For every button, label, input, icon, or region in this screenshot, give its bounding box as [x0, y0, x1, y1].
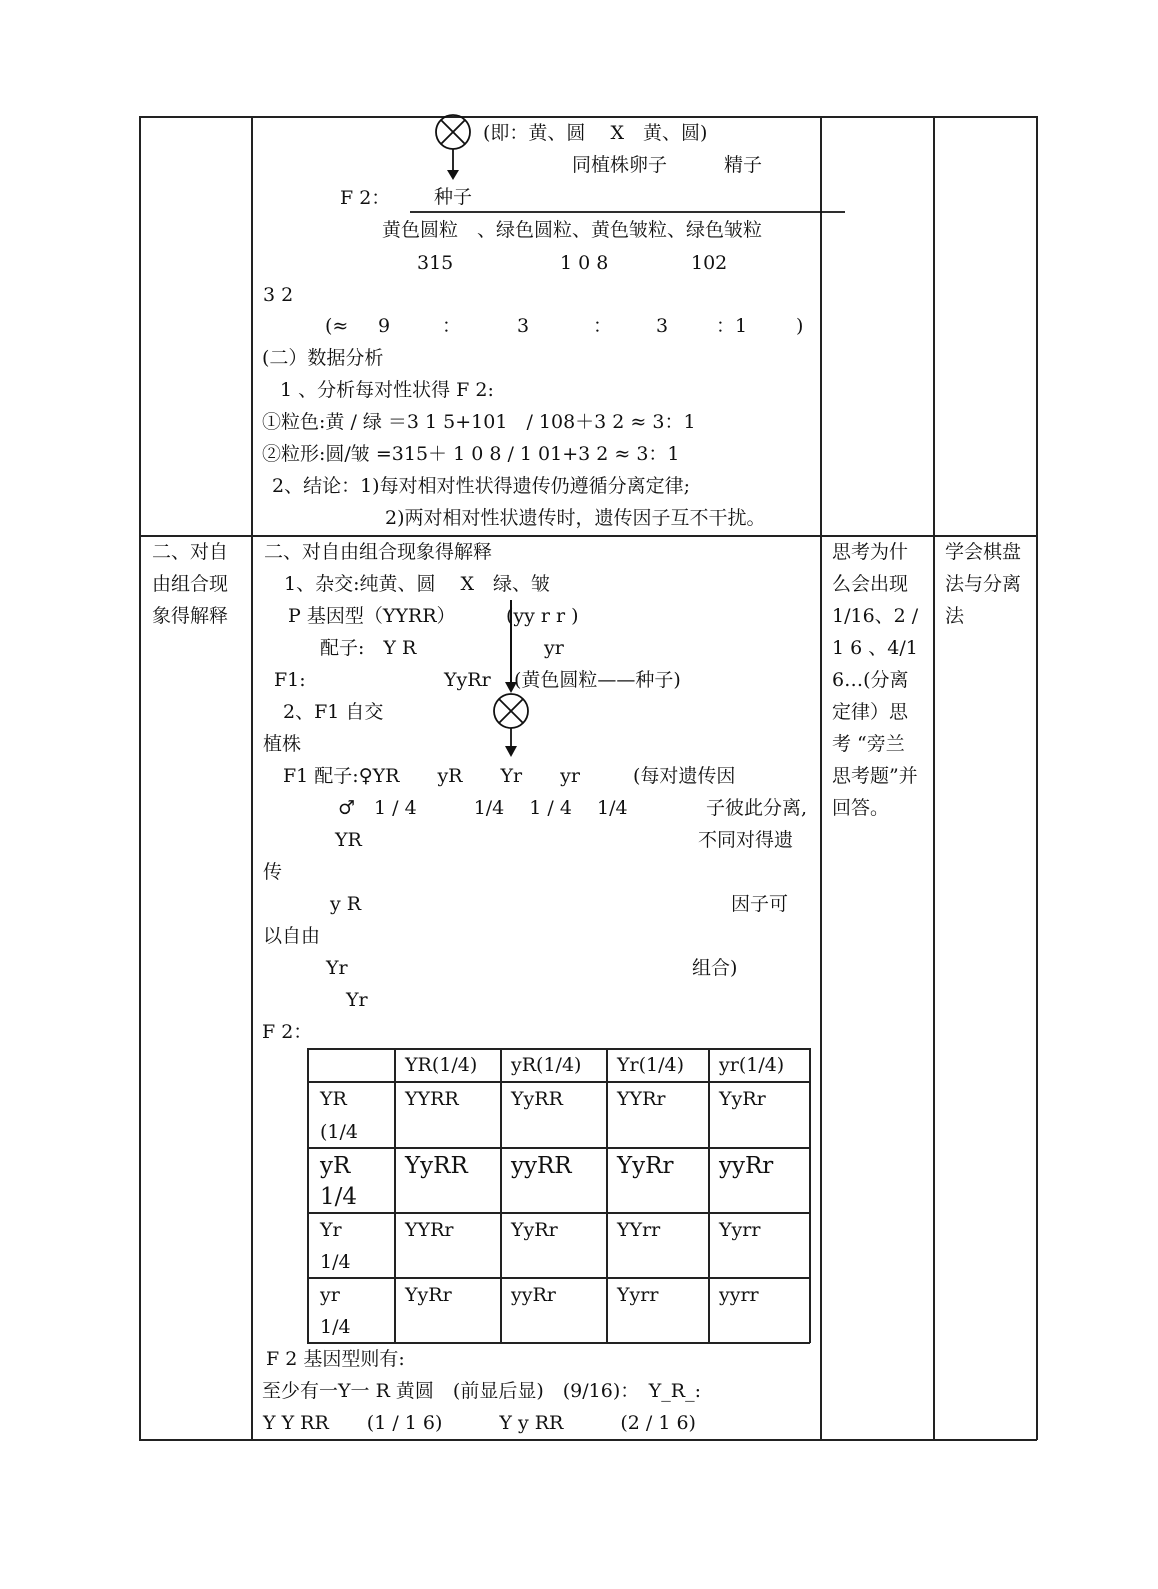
punnett-cell: YyRr	[405, 1284, 452, 1306]
analysis-shape: ②粒形:圆/皱 =315＋ 1 0 8 / 1 01+3 2 ≈ 3：1	[262, 443, 680, 465]
note-line-5: 组合)	[692, 957, 738, 979]
punnett-cell: yyRR	[511, 1153, 572, 1179]
punnett-line	[307, 1212, 810, 1214]
free-text: 以自由	[263, 925, 321, 947]
punnett-cell: yyRr	[719, 1153, 774, 1179]
f2-genotypes-text: F 2 基因型则有:	[266, 1348, 405, 1370]
cross-parent-text: (即：黄、圆 X 黄、圆)	[483, 122, 708, 144]
f1-genotype: YyRr	[444, 669, 491, 691]
punnett-cell: YYRr	[405, 1219, 454, 1241]
punnett-line	[307, 1277, 810, 1279]
gamete-label: 配子: Y R	[320, 637, 417, 659]
f1-label: F1:	[274, 669, 306, 691]
punnett-cell: YyRR	[405, 1153, 468, 1179]
ratio-colon-1: ：	[442, 315, 462, 337]
plant-text: 植株	[263, 733, 302, 755]
punnett-line	[307, 1048, 309, 1343]
punnett-row-header: Yr	[320, 1219, 342, 1241]
section2-heading-col1: 二、对自由组合现象得解释	[152, 541, 229, 627]
punnett-cell: yyRr	[511, 1284, 556, 1306]
conclusion-2: 2)两对相对性状遗传时，遗传因子互不干扰。	[385, 507, 766, 529]
phenotypes-text: 黄色圆粒 、绿色圆粒、黄色皱粒、绿色皱粒	[382, 219, 763, 241]
punnett-row-header: (1/4	[320, 1121, 358, 1143]
ratio-close: )	[796, 315, 804, 337]
punnett-row-header: 1/4	[320, 1184, 358, 1210]
table-bottom-border	[139, 1439, 1037, 1441]
f2-label: F 2：	[340, 187, 391, 209]
conclusion-1: 2、结论：1)每对相对性状得遗传仍遵循分离定律;	[272, 475, 690, 497]
punnett-cell: Yyrr	[719, 1219, 761, 1241]
note-line-4: 因子可	[731, 893, 789, 915]
p-genotype: P 基因型（YYRR）	[288, 605, 456, 627]
seed-text: 种子	[434, 186, 473, 208]
punnett-row-header: yR	[320, 1153, 351, 1179]
punnett-line	[307, 1147, 810, 1149]
punnett-line	[500, 1048, 502, 1343]
punnett-cell: YYRr	[617, 1088, 666, 1110]
f2-label-2: F 2：	[262, 1021, 313, 1043]
note-line-2: 子彼此分离,	[706, 797, 808, 819]
ratio-3b: 3	[656, 315, 669, 337]
punnett-cell: YyRR	[511, 1088, 563, 1110]
punnett-header-cell: Yr(1/4)	[617, 1054, 685, 1076]
punnett-line	[307, 1342, 810, 1344]
punnett-row-header: 1/4	[320, 1251, 351, 1273]
punnett-line	[307, 1081, 810, 1083]
punnett-line	[708, 1048, 710, 1343]
gamete-2: yr	[544, 637, 564, 659]
punnett-line	[307, 1048, 810, 1050]
analysis-title: (二）数据分析	[262, 347, 384, 369]
male-gamete-yr-3: Yr	[326, 957, 348, 979]
count-yellow-wrinkled: 102	[691, 252, 728, 274]
punnett-row-header: YR	[320, 1088, 347, 1110]
f1-gametes: F1 配子:♀YR yR Yr yr	[283, 765, 580, 787]
count-green-round: 1 0 8	[560, 252, 609, 274]
punnett-row-header: 1/4	[320, 1316, 351, 1338]
section2-goal-col4: 学会棋盘法与分离法	[945, 541, 1022, 627]
punnett-cell: YyRr	[719, 1088, 766, 1110]
male-gamete-row: ♂ 1 / 4 1/4 1 / 4 1/4	[338, 797, 628, 819]
analysis-color: ①粒色:黄 / 绿 ＝3 1 5+101 / 108＋3 2 ≈ 3：1	[262, 411, 696, 433]
male-gamete-yr-4: Yr	[346, 989, 368, 1011]
ratio-3a: 3	[517, 315, 530, 337]
count-yellow-round: 315	[417, 252, 454, 274]
punnett-row-header: yr	[320, 1284, 340, 1306]
punnett-cell: yyrr	[719, 1284, 759, 1306]
count-green-wrinkled: 3 2	[263, 284, 294, 306]
punnett-cell: YyRr	[617, 1153, 674, 1179]
ratio-1: ：1	[716, 315, 748, 337]
ratio-9: 9	[378, 315, 391, 337]
at-least-text: 至少有一Y一 R 黄圆 (前显后显) (9/16)： Y_R_:	[262, 1380, 701, 1402]
punnett-header-cell: yr(1/4)	[719, 1054, 785, 1076]
ratio-colon-2: ：	[593, 315, 613, 337]
punnett-header-cell: yR(1/4)	[511, 1054, 582, 1076]
punnett-line	[394, 1048, 396, 1343]
cross-text: 1、杂交:纯黄、圆 X 绿、皱	[284, 573, 551, 595]
note-line-1: (每对遗传因	[633, 765, 736, 787]
punnett-cell: Yyrr	[617, 1284, 659, 1306]
male-gamete-yr-2: y R	[330, 893, 362, 915]
ratio-open: (≈	[325, 315, 349, 337]
punnett-line	[606, 1048, 608, 1343]
gametes-text: 同植株卵子 精子	[572, 154, 763, 176]
punnett-cell: YYrr	[617, 1219, 661, 1241]
analysis-step-1: 1 、分析每对性状得 F 2:	[280, 379, 494, 401]
section2-thinking-col3: 思考为什么会出现1/16、2 / 1 6 、4/16…(分离定律）思考 “旁兰思考题”并回答。	[832, 541, 919, 819]
f1-phenotype: (黄色圆粒——种子)	[514, 669, 681, 691]
punnett-line	[809, 1048, 811, 1343]
male-gamete-yr-1: YR	[335, 829, 362, 851]
punnett-cell: YyRr	[511, 1219, 558, 1241]
p-genotype-2: (yy r r )	[506, 605, 579, 627]
section2-title: 二、对自由组合现象得解释	[264, 541, 493, 563]
self-cross-text: 2、F1 自交	[283, 701, 384, 723]
chuan-text: 传	[263, 861, 283, 883]
punnett-header-cell: YR(1/4)	[405, 1054, 478, 1076]
punnett-cell: YYRR	[405, 1088, 459, 1110]
note-line-3: 不同对得遗	[698, 829, 794, 851]
last-line-text: Y Y RR (1 / 1 6) Y y RR (2 / 1 6)	[263, 1412, 696, 1434]
